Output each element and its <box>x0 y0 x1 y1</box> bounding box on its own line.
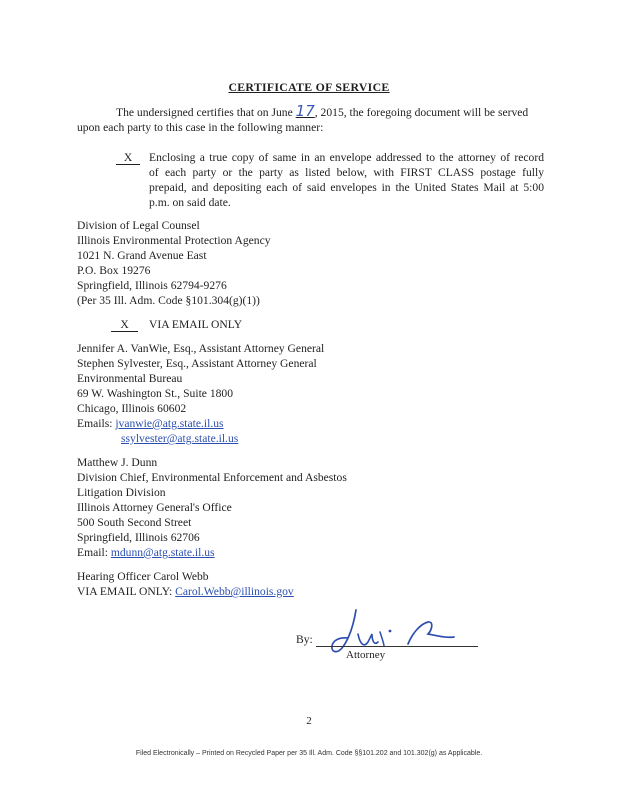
address-line: Division Chief, Environmental Enforcement and Asbestos <box>77 471 347 484</box>
intro-line-1: The undersigned certifies that on June 17, 2015, the foregoing document will be served <box>116 102 529 120</box>
email-method-label: VIA EMAIL ONLY <box>149 318 243 331</box>
address-line: P.O. Box 19276 <box>77 264 151 277</box>
page-number: 2 <box>306 715 312 727</box>
address-line: Matthew J. Dunn <box>77 456 158 469</box>
email-link-vanwie[interactable]: jvanwie@atg.state.il.us <box>115 417 224 430</box>
hearing-officer-email-line: VIA EMAIL ONLY: Carol.Webb@illinois.gov <box>77 585 294 598</box>
mail-method-line-4: p.m. on said date. <box>149 196 231 209</box>
address-line: Springfield, Illinois 62794-9276 <box>77 279 227 292</box>
email-method-mark: X <box>111 318 138 332</box>
mail-method-line-2: of each party or the party as listed below, with FIRST CLASS postage fully <box>149 166 544 179</box>
page-footer: Filed Electronically – Printed on Recycled Paper per 35 Ill. Adm. Code §§101.202 and 101.302(g) as Applicable. <box>135 750 483 757</box>
address-line: Jennifer A. VanWie, Esq., Assistant Attorney General <box>77 342 325 355</box>
address-line: Litigation Division <box>77 486 166 499</box>
address-line: 500 South Second Street <box>77 516 192 529</box>
signature-line <box>316 646 478 647</box>
mail-method-line-3: prepaid, and depositing each of said envelopes in the United States Mail at 5:00 <box>149 181 544 194</box>
address-line: Environmental Bureau <box>77 372 183 385</box>
intro-line-2: upon each party to this case in the following manner: <box>77 121 324 134</box>
address-line: Stephen Sylvester, Esq., Assistant Attorney General <box>77 357 317 370</box>
handwritten-signature <box>320 604 470 656</box>
address-line: 69 W. Washington St., Suite 1800 <box>77 387 234 400</box>
address-line: 1021 N. Grand Avenue East <box>77 249 207 262</box>
document-title: CERTIFICATE OF SERVICE <box>228 80 390 94</box>
address-line: Chicago, Illinois 60602 <box>77 402 187 415</box>
signature-role: Attorney <box>346 649 386 661</box>
mail-method-line-1: Enclosing a true copy of same in an envelope addressed to the attorney of record <box>149 151 544 164</box>
address-line: (Per 35 Ill. Adm. Code §101.304(g)(1)) <box>77 294 260 307</box>
mail-method-mark: X <box>116 151 140 165</box>
signature-by-label: By: <box>296 633 313 646</box>
address-line: Illinois Environmental Protection Agency <box>77 234 271 247</box>
email-link-dunn[interactable]: mdunn@atg.state.il.us <box>110 546 215 559</box>
emails-line: Emails: jvanwie@atg.state.il.us <box>77 417 224 430</box>
hearing-officer-name: Hearing Officer Carol Webb <box>77 570 209 583</box>
handwritten-date: 17 <box>295 102 315 120</box>
address-line: Illinois Attorney General's Office <box>77 501 232 514</box>
address-line: Springfield, Illinois 62706 <box>77 531 200 544</box>
email-link-sylvester[interactable]: ssylvester@atg.state.il.us <box>121 432 239 445</box>
emails-line-2 <box>121 432 238 446</box>
email-line: Email: mdunn@atg.state.il.us <box>77 546 215 559</box>
email-link-webb[interactable]: Carol.Webb@illinois.gov <box>175 585 294 598</box>
address-line: Division of Legal Counsel <box>77 219 200 232</box>
